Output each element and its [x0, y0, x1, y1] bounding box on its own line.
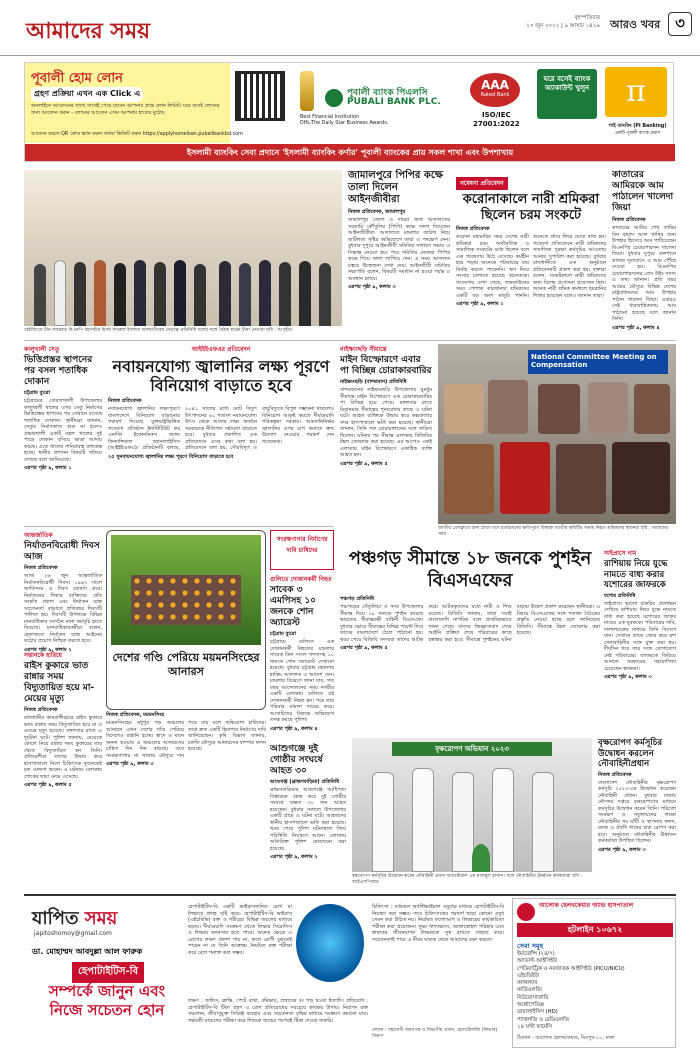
headline: করোনাকালে নারী শ্রমিকরা ছিলেন চরম সংকটে — [462, 192, 600, 223]
page-number: ৩ — [668, 12, 692, 36]
article-torture-day: আন্তর্জাতিক নির্যাতনবিরোধী দিবস আজ নিজস্ব প্রতিবেদক আজ ২৬ জুন আন্তর্জাতিক নির্যাতনবিরোধী দিবস। ১৯৯৭ সালে জাতিসংঘ এ দিবস ঘোষণা করে। নির্যাতনের শিকার ব্যক্তিদের প্রতি সংহতি প্রকাশ এবং নির্যাতন বন্ধে সচেতনতা বাড়াতে প্রতিবছর দিবসটি পালিত হয়। দিবসটি উপলক্ষে বিভিন্ন মানবাধিকার সংগঠন নানা কর্মসূচি হাতে নিয়েছে। মানবাধিকারকর্মীরা বলেন, হেফাজতে নির্যাতন বন্ধে আইনের কঠোর প্রয়োগ নিশ্চিত করতে হবে। এরপর পৃষ্ঠা ৯, কলাম ২ — [24, 532, 102, 653]
headline: জামালপুরে পিপির কক্ষে তালা দিলেন আইনজীবীরা — [348, 170, 443, 205]
headline: ভিত্তিপ্রস্তর স্থাপনের পর বসল শতাধিক দোকান — [24, 355, 93, 387]
photo-caption: বেইজিংয়ে চীন সফররত বিএনপি মহাসচিব মির্জা ফখরুল ইসলাম আলমগীরের নেতৃত্বে প্রতিনিধি দলের সঙ্গে বৈঠক করেন চীনা নেতারা ছবি : সংগৃহীত — [24, 328, 293, 333]
topic-heading: হেপাটাইটিস-বি — [72, 962, 144, 983]
article-panchagarh: পঞ্চগড় সীমান্তে ১৮ জনকে পুশইন বিএসএফের পঞ্চগড় প্রতিনিধি পঞ্চগড়ের তেঁতুলিয়া ও সদর উপজেলার সীমান্ত দিয়ে ১৮ জনকে পুশইন করেছে ভারতের সীমান্তরক্ষী বাহিনী বিএসএফ। বুধবার ভোরে সীমান্তের বিভিন্ন পয়েন্ট দিয়ে তাদের বাংলাদেশে ঠেলে পাঠানো হয়। খবর পেয়ে বিজিবি সদস্যরা তাদের আটক করে। আটককৃতদের মধ্যে নারী ও শিশু রয়েছে। বিজিবি জানায়, তারা সবাই বাংলাদেশি নাগরিক বলে প্রাথমিকভাবে জানা গেছে। তাদের জিজ্ঞাসাবাদ শেষে আইনি প্রক্রিয়া শেষে পরিবারের কাছে হস্তান্তর করা হবে। সীমান্তে পুশইনের ঘটনা বাড়ায় উদ্বেগ প্রকাশ করেছেন স্থানীয়রা। এ বিষয়ে বিএসএফের সঙ্গে পতাকা বৈঠকের প্রস্তুতি নেওয়া হচ্ছে বলে জানিয়েছে বিজিবি। সীমান্তে টহল জোরদার করা হয়েছে। এরপর পৃষ্ঠা ৯, কলাম ৫ — [340, 548, 600, 651]
virus-icon — [296, 904, 364, 982]
section-name: আরও খবর — [610, 18, 661, 31]
banner-text: National Committee Meeting on Compensation — [528, 350, 668, 374]
article-renewable: আইইইএফএর প্রতিবেদন নবায়নযোগ্য জ্বালানির লক্ষ্য পূরণে বিনিয়োগ বাড়াতে হবে নিজস্ব প্রতিবেদক নবায়নযোগ্য জ্বালানির লক্ষ্যপূরণে বাংলাদেশে বিনিয়োগ বাড়ানোর পরামর্শ দিয়েছে যুক্তরাষ্ট্রভিত্তিক গবেষণা প্রতিষ্ঠান ইনস্টিটিউট ফর এনার্জি ইকোনমিকস অ্যান্ড ফিন্যান্সিয়াল অ্যানালাইসিস (আইইইএফএ)। প্রতিষ্ঠানটি বলছে, ২০৪১ সালের মধ্যে মোট বিদ্যুৎ উৎপাদনের ৪০ শতাংশ নবায়নযোগ্য উৎস থেকে আসার লক্ষ্য অর্জনে সরকারকে নীতিগত সহায়তা বাড়াতে হবে। বুধবার প্রকাশিত এক প্রতিবেদনে এসব কথা বলা হয়। প্রতিবেদনে বলা হয়, সৌরবিদ্যুৎ ও বায়ুবিদ্যুতে বিপুল সম্ভাবনা থাকলেও বিনিয়োগ আকৃষ্ট করতে দীর্ঘমেয়াদি পরিকল্পনা দরকার। আমদানিনির্ভর জ্বালানির ওপর চাপ কমাতে দ্রুত উদ্যোগ নেওয়ার পরামর্শ দেন গবেষকরা। ২৫ সুনবায়নযোগ্য জ্বালানির লক্ষ্য পূরণে বিনিয়োগ বাড়াতে হবে — [108, 346, 334, 460]
article-rice-cooker: সন্তানকে হারিয়ে রাইস কুকারে ভাত রান্নার সময় বিদ্যুতায়িত হয়ে মা-মেয়ের মৃত্যু নিজস্ব প্রতিবেদক রাজধানীর কামরাঙ্গীরচরে রাইস কুকারে ভাত রান্নার সময় বিদ্যুতায়িত হয়ে মা ও মেয়ের মৃত্যু হয়েছে। মঙ্গলবার রাতে এ দুর্ঘটনা ঘটে। পুলিশ জানায়, মেয়েকে কোলে নিয়ে রান্নার সময় কুকারের তার থেকে বিদ্যুতায়িত হন তিনি। প্রতিবেশীরা তাদের উদ্ধার করে হাসপাতালে নিলে চিকিৎসক দুজনকেই মৃত ঘোষণা করেন। এ ঘটনায় এলাকায় শোকের ছায়া নেমে এসেছে। এরপর পৃষ্ঠা ৯, কলাম ৫ — [24, 652, 102, 788]
service-item: অর্থোপেডিক্স — [517, 1002, 544, 1009]
newspaper-logo: আমাদের সময় — [26, 18, 151, 44]
account-ad: ঘরে বসেই ব্যাংক অ্যাকাউন্ট খুলুন — [537, 69, 597, 119]
ad-subheading: গ্রহণ প্রক্রিয়া এখন এক Click এ — [31, 87, 143, 102]
hotline: হটলাইন ১০৬৭২ — [517, 923, 673, 937]
date-line: বৃহস্পতিবার ২৩ জুন ২০২২ | ৯ আষাঢ় ১৪২৯ — [526, 15, 600, 29]
compensation-photo — [438, 344, 676, 524]
pi-banking-text: পাই ব্যাংকিং (PI Banking) — [608, 124, 667, 129]
bank-ad — [24, 62, 674, 162]
pineapple-photo — [111, 535, 261, 645]
service-item: কার্ডিওলজি — [517, 987, 542, 994]
hospital-address: ঠিকানা : আলোক হেলথকেয়ার, মিরপুর-১০, ঢাকা — [517, 1035, 615, 1041]
service-item: ডায়ালাইসিস (HD) — [517, 1009, 558, 1016]
article-qatar: কাতারের আমিরকে আম পাঠালেন খালেদা জিয়া নিজস্ব প্রতিবেদক কাতারের আমির শেখ তামিম বিন হামাদ আল থানির জন্য উপহার হিসেবে আম পাঠিয়েছেন বিএনপির চেয়ারপারসন খালেদা জিয়া। বুধবার দুপুরে গুলশানে কাতার দূতাবাসে এ আম পৌঁছে দেওয়া হয়। বিএনপির চেয়ারপারসনের প্রেস উইং সদস্য এ তথ্য জানান। প্রতি বছর আমের মৌসুমে বিভিন্ন দেশের রাষ্ট্রপ্রধানদের আম উপহার পাঠান খালেদা জিয়া। এবারও সেই ধারাবাহিকতায় আম পাঠানো হয়েছে বলে জানান তিনি। এরপর পৃষ্ঠা ৯, কলাম ৪ — [612, 170, 676, 331]
headline: নির্যাতনবিরোধী দিবস আজ — [24, 541, 100, 562]
service-item: ক্যাথল্যাব — [517, 980, 538, 987]
health-section: যাপিত সময় japitoshomoy@gmail.com ডা. মোহাম্মদ আবদুল্লা আল ফারুক হেপাটাইটিস-বি সম্পর্কে জানুন এবং নিজে সচেতন হোন হেপাটাইটিস-বি একটি ভাইরাসজনিত রোগ যা লিভারে প্রদাহ সৃষ্টি করে। হেপাটাইটিস-বি ভাইরাস (এইচবিভি) রক্ত ও শরীরের বিভিন্ন তরলের মাধ্যমে ছড়ায়। দীর্ঘমেয়াদি সংক্রমণ থেকে লিভার সিরোসিস ও লিভার ক্যানসার হতে পারে। অনেক ক্ষেত্রে এ রোগের লক্ষণ প্রকাশ পায় না, ফলে রোগী বুঝতেই পারেন না যে তিনি আক্রান্ত। নিয়মিত রক্ত পরীক্ষা করে রোগ শনাক্ত করা সম্ভব। লক্ষণ : জন্ডিস, ক্লান্তি, পেটে ব্যথা, বমিভাব, প্রস্রাবের রং গাঢ় হওয়া ইত্যাদি। প্রতিরোধ : হেপাটাইটিস-বি টিকা গ্রহণ এ রোগ প্রতিরোধের সবচেয়ে কার্যকর উপায়। নিরাপদ রক্ত সঞ্চালন, জীবাণুমুক্ত সিরিঞ্জ ব্যবহার এবং সচেতনতা বৃদ্ধির মাধ্যমে সংক্রমণ কমানো যায়। গর্ভবতী মায়েদের পরীক্ষা করে শিশুকে জন্মের পরপরই টিকা দেওয়া জরুরি। চিকিৎসা : বর্তমানে অ্যান্টিভাইরাল ওষুধের মাধ্যমে হেপাটাইটিস-বি নিয়ন্ত্রণ করা সম্ভব। তবে চিকিৎসকের পরামর্শ ছাড়া কোনো ওষুধ সেবন করা উচিত নয়। নিয়মিত ফলোআপ ও লিভারের কার্যকারিতা পরীক্ষা করা প্রয়োজন। সুষম খাদ্যাভ্যাস, অ্যালকোহল পরিহার এবং স্বাস্থ্যকর জীবনযাপন লিভারকে সুস্থ রাখতে সাহায্য করে। সচেতনতাই পারে এ নীরব ঘাতক থেকে আমাদের রক্ষা করতে। লেখক : সহযোগী অধ্যাপক ও বিভাগীয় প্রধান, হেপাটোলজি (লিভার) বিভাগ — [32, 904, 504, 1039]
article-ashuganj: আশুগঞ্জে দুই গোষ্ঠীর সংঘর্ষে আহত ৩০ আশুগঞ্জ (ব্রাহ্মণবাড়িয়া) প্রতিনিধি ব্রাহ্মণবাড়িয়ার আশুগঞ্জে আধিপত্য বিস্তারকে কেন্দ্র করে দুই গোষ্ঠীর সংঘর্ষে অন্তত ৩০ জন আহত হয়েছেন। বুধবার সকালে উপজেলার একটি গ্রামে এ ঘটনা ঘটে। আহতদের স্থানীয় হাসপাতালে ভর্তি করা হয়েছে। খবর পেয়ে পুলিশ ঘটনাস্থলে গিয়ে পরিস্থিতি নিয়ন্ত্রণে আনে। এলাকায় অতিরিক্ত পুলিশ মোতায়েন করা হয়েছে। এরপর পৃষ্ঠা ৯, কলাম ২ — [270, 744, 346, 860]
article-pineapple: নিজস্ব প্রতিবেদক, ময়মনসিংহ ময়মনসিংহের মধুপুর গড় অঞ্চলের আনারস এখন দেশের গণ্ডি পেরিয়ে বিদেশেও রপ্তানি হচ্ছে। স্বাদে ও মানে অনন্য হওয়ায় এ অঞ্চলের আনারসের চাহিদা দিন দিন বাড়ছে। তবে সংরক্ষণাগার না থাকায় মৌসুমে দাম পড়ে যায় বলে অভিযোগ চাষিদের। তারা দ্রুত একটি হিমাগার নির্মাণের দাবি জানিয়েছেন। কৃষি বিভাগ জানায়, চলতি মৌসুমে আনারসের বাম্পার ফলন হয়েছে। এরপর পৃষ্ঠা ৯, কলাম ৩ — [106, 712, 266, 767]
headline: বৃক্ষরোপণ কর্মসূচির উদ্বোধন করলেন নৌবাহিনীপ্রধান — [598, 738, 663, 769]
article-jamalpur: জামালপুরে পিপির কক্ষে তালা দিলেন আইনজীবীরা নিজস্ব প্রতিবেদক, জামালপুর জামালপুর জেলা ও দায়রা জজ আদালতের সরকারি কৌঁসুলির (পিপি) কক্ষে তালা দিয়েছেন আইনজীবীরা। আদালতে মামলার তারিখ নিয়ে জটিলতা সৃষ্টির অভিযোগে তারা এ পদক্ষেপ নেন। বুধবার দুপুরে আইনজীবী সমিতির সাধারণ সভায় এ সিদ্ধান্ত নেওয়া হয়। পরে সমিতির নেতারা পিপির কক্ষে গিয়ে তালা লাগিয়ে দেন। এ সময় আদালত চত্বরে উত্তেজনা দেখা দেয়। আইনজীবী সমিতির সভাপতি বলেন, বিষয়টি সমাধান না হওয়া পর্যন্ত এ অবস্থান চলবে। এরপর পৃষ্ঠা ৯, কলাম ৩ — [348, 170, 450, 290]
article-navy: বৃক্ষরোপণ কর্মসূচির উদ্বোধন করলেন নৌবাহিনীপ্রধান নিজস্ব প্রতিবেদক বাংলাদেশ নৌবাহিনীর বৃক্ষরোপণ কর্মসূচি ২০২৩-এর উদ্বোধন করেছেন নৌবাহিনী প্রধান। বুধবার ঢাকায় নৌসদর দপ্তরে বৃক্ষরোপণের মাধ্যমে কর্মসূচির উদ্বোধন করেন তিনি। পরিবেশ সংরক্ষণ ও সবুজায়নের লক্ষ্যে নৌবাহিনীর সব ঘাঁটি ও স্থাপনায় ফলদ, বনজ ও ঔষধি গাছের চারা রোপণ করা হবে। অনুষ্ঠানে নৌবাহিনীর ঊর্ধ্বতন কর্মকর্তারা উপস্থিত ছিলেন। এরপর পৃষ্ঠা ৯, কলাম ৩ — [598, 738, 676, 853]
ad-heading: পূবালী হোম লোন — [31, 71, 123, 86]
trophy-icon — [300, 71, 314, 111]
rating-badge: AAA Rated Bank — [470, 73, 520, 107]
ad-banner: ইসলামী ব্যাংকিং সেবা প্রদানে 'ইসলামী ব্যাংকিং কর্ণার' পূবালী ব্যাংকের প্রায় সকল শাখা এবং উপশাখায় — [25, 144, 675, 161]
section-logo: যাপিত সময় — [32, 908, 118, 929]
bank-name: PUBALI BANK PLC. — [347, 97, 441, 107]
service-item: অ্যাডাল্ট আইসিইউ — [517, 958, 558, 965]
photo-caption: জাতীয় প্রেসক্লাবে রানা প্লাজা ধসে হতাহতদের ক্ষতিপূরণ বিষয়ক জাতীয় কমিটির সভায় নিহত শ্রমিকদের স্বজনরা ছবি : আমাদের সময় — [438, 526, 668, 537]
headline: নবায়নযোগ্য জ্বালানির লক্ষ্য পূরণে বিনিয়োগ বাড়াতে হবে — [112, 357, 330, 395]
iso-text: ISO/IEC 27001:2022 — [473, 111, 520, 128]
bank-name-bn: পূবালী ব্যাংক পিএলসি — [347, 88, 428, 98]
headline: কাতারের আমিরকে আম পাঠালেন খালেদা জিয়া — [612, 170, 674, 213]
service-item: ইমার্জেন্সি (২৪/৭) — [517, 951, 555, 957]
storage-demand-box: সংরক্ষণাগার নির্মাণের দাবি চাষিদের — [270, 530, 334, 570]
service-item: ২৪ ঘণ্টা ফার্মেসি — [517, 1023, 552, 1030]
qr-code-icon[interactable] — [235, 71, 285, 121]
pi-banking-sub: একটি পূবালী ব্যাংক প্রয়াস — [614, 131, 661, 136]
article-research: গবেষণা প্রতিবেদন করোনাকালে নারী শ্রমিকরা ছিলেন চরম সংকটে নিজস্ব প্রতিবেদক করোনা মহামারির সময় দেশের নারী শ্রমিকরা চরম অর্থনৈতিক ও সামাজিক সংকটের মধ্যে ছিলেন বলে এক গবেষণায় উঠে এসেছে। কর্মহীন হয়ে পড়ায় অনেকে পরিবারের ব্যয় নির্বাহ করতে পারেননি। ঋণ নিয়ে সংসার চালাতে হয়েছে অনেককে। গবেষণায় দেখা গেছে, লকডাউনের সময় পোশাক কারখানার শ্রমিকদের একটি বড় অংশ মজুরি পাননি। অনেকে গ্রামে ফিরে যেতে বাধ্য হন। গবেষণা প্রতিবেদনে নারী শ্রমিকদের সামাজিক সুরক্ষা কর্মসূচির আওতায় আনার সুপারিশ করা হয়েছে। বুধবার রাজধানীতে এক অনুষ্ঠানে প্রতিবেদনটি প্রকাশ করা হয়। বক্তারা বলেন, সংকটকালে নারী শ্রমিকদের জন্য বিশেষ প্রণোদনা প্রয়োজন ছিল। অনেক নারী শ্রমিক কর্মস্থলে হয়রানির শিকার হয়েছেন বলেও জানান তারা। এরপর পৃষ্ঠা ৯, কলাম ১ — [456, 170, 606, 336]
headline: সম্পর্কে জানুন এবং নিজে সচেতন হোন — [48, 982, 166, 1019]
hospital-ad — [512, 898, 676, 1048]
navy-photo — [352, 738, 592, 872]
service-item: প্যাথলজি ও রেডিওলজি — [517, 1016, 570, 1023]
pineapple-box — [106, 530, 266, 710]
headline: সাবেক ৩ এমপিসহ ১০ জনকে শোন অ্যারেস্ট — [270, 585, 317, 628]
headline: দেশের গণ্ডি পেরিয়ে ময়মনসিংহের আনারস — [112, 651, 260, 678]
services-heading: সেবা সমূহ — [517, 942, 544, 950]
banner-text: বৃক্ষরোপণ অভিযান ২০২৩ — [392, 742, 552, 756]
hospital-name: আলোক হেলথকেয়ার অ্যান্ড হাসপাতাল — [539, 902, 634, 909]
service-item: পেডিয়াট্রিক ও নবজাতক আইসিইউ (PICU/NICU) — [517, 965, 625, 972]
email-text: japitoshomoy@gmail.com — [34, 930, 112, 937]
headline: পঞ্চগড় সীমান্তে ১৮ জনকে পুশইন বিএসএফের — [348, 548, 592, 591]
ad-scan-text: আবেদন করতে QR কোড স্ক্যান করুন অথবা ভিজিট করুন https://applyhomeloan.pubalibankbd.com — [31, 132, 243, 137]
masthead — [0, 0, 700, 56]
pubali-logo-icon — [325, 89, 343, 107]
headline: রাশিয়ায় নিয়ে যুদ্ধে নামতে বাধ্য করার যশোরের জাফরকে — [604, 559, 668, 590]
headline: মাইন বিস্ফোরণে এবার পা বিচ্ছিন্ন চোরাকারবারির — [340, 355, 432, 376]
pi-banking-icon: π — [605, 67, 667, 117]
headline: আশুগঞ্জে দুই গোষ্ঠীর সংঘর্ষে আহত ৩০ — [270, 744, 323, 776]
article-shown-arrest: গুলিতে দোকানকর্মী নিহত সাবেক ৩ এমপিসহ ১০ জনকে শোন অ্যারেস্ট চট্টগ্রাম ব্যুরো চট্টগ্রামে গুলিতে এক দোকানকর্মী নিহতের মামলায় সাবেক তিন সংসদ সদস্যসহ ১০ জনকে শোন অ্যারেস্ট দেখানো হয়েছে। বুধবার চট্টগ্রাম মহানগর হাকিম আদালত এ আদেশ দেন। মামলার বিবরণে জানা যায়, গত বছর আন্দোলনের সময় নগরীর একটি এলাকায় গুলিতে ওই দোকানকর্মী নিহত হন। পরে তার পরিবার মামলা দায়ের করে। আসামিদের বিরুদ্ধে অভিযোগ তদন্ত করছে পুলিশ। এরপর পৃষ্ঠা ৯, কলাম ৪ — [270, 576, 334, 732]
service-item: এইচডিইউ — [517, 972, 539, 979]
hospital-logo-icon — [517, 903, 535, 921]
article-kalukhali: কালুখালী সেতু ভিত্তিপ্রস্তর স্থাপনের পর বসল শতাধিক দোকান চট্টগ্রাম ব্যুরো চট্টগ্রামের বোয়ালখালী উপজেলার কালুখালী খালের ওপর সেতু নির্মাণের ভিত্তিপ্রস্তর স্থাপনের পর সেখানে বসেছে শতাধিক দোকান। স্থানীয়রা জানান, সেতুর নির্মাণকাজ শুরু না হলেও প্রভাবশালী একটি মহল খালের দুই পাড়ে দোকান বসিয়ে ভাড়া আদায় করছে। এতে খালের পানিপ্রবাহ বাধাগ্রস্ত হচ্ছে। স্থানীয় প্রশাসন বিষয়টি খতিয়ে দেখছে বলে জানিয়েছে। এরপর পৃষ্ঠা ৯, কলাম ১ — [24, 346, 102, 471]
article-mine-blast: নাইক্ষ্যংছড়ি সীমান্তে মাইন বিস্ফোরণে এবার পা বিচ্ছিন্ন চোরাকারবারির নাইক্ষ্যংছড়ি (বান্দরবান) প্রতিনিধি বান্দরবানের নাইক্ষ্যংছড়ি উপজেলার ঘুমধুম সীমান্তে মাইন বিস্ফোরণে এক চোরাকারবারির পা বিচ্ছিন্ন হয়ে গেছে। মঙ্গলবার রাতে মিয়ানমার সীমান্তের শূন্যরেখার কাছে এ ঘটনা ঘটে। আহত ব্যক্তিকে উদ্ধার করে কক্সবাজার সদর হাসপাতালে ভর্তি করা হয়েছে। স্থানীয়রা জানান, তিনি গরু চোরাচালানের সঙ্গে জড়িত ছিলেন। ঘটনার পর সীমান্ত এলাকায় বিজিবির টহল জোরদার করা হয়েছে। এর আগেও একই এলাকায় মাইন বিস্ফোরণে একাধিক ব্যক্তি আহত হন। এরপর পৃষ্ঠা ৯, কলাম ৫ — [340, 346, 432, 467]
ad-body: অনলাইনে আবেদনের সাথে সাথেই পেয়ে যাবেন আপনার প্রাপ্ত লোন লিমিট। ঘরে বসেই লোনের জন্য আবেদন করুন - লোনের আবেদন এখন আপনার হাতের মুঠোয় — [31, 103, 220, 116]
meeting-photo — [24, 170, 342, 326]
article-russia-war: সাইপ্রাসে নাম রাশিয়ায় নিয়ে যুদ্ধে নামতে বাধ্য করার যশোরের জাফরকে যশোর প্রতিনিধি সাইপ্রাসে ভালো চাকরির প্রলোভন দেখিয়ে রাশিয়ায় নিয়ে যুদ্ধে নামতে বাধ্য করা হয়েছে যশোরের জাফর নামের এক যুবককে। পরিবারের দাবি, দালালচক্রের মাধ্যমে তিনি বিদেশে যান। সেখানে তাকে জোর করে রুশ সেনাবাহিনীর সঙ্গে যুক্ত করা হয়। দীর্ঘদিন ধরে তার সঙ্গে যোগাযোগ নেই পরিবারের। জাফরকে ফিরিয়ে আনতে সরকারের সহযোগিতা চেয়েছেন স্বজনরা। এরপর পৃষ্ঠা ৯, কলাম ৩ — [604, 550, 676, 680]
service-item: নিউরোসার্জারি — [517, 994, 549, 1001]
headline: রাইস কুকারে ভাত রান্নার সময় বিদ্যুতায়িত হয়ে মা-মেয়ের মৃত্যু — [24, 661, 95, 704]
award-text: Best Financial Institution DHL-The Daily Star Business Awards. — [300, 115, 389, 126]
author-name: ডা. মোহাম্মদ আবদুল্লা আল ফারুক — [32, 947, 143, 956]
photo-caption: বৃক্ষরোপণ কর্মসূচির উদ্বোধন করেন নৌবাহিনী প্রধান অ্যাডমিরাল এম নাজমুল হাসান। সঙ্গে নৌবাহিনীর ঊর্ধ্বতন কর্মকর্তারা ছবি : আইএসপিআর — [352, 874, 582, 885]
